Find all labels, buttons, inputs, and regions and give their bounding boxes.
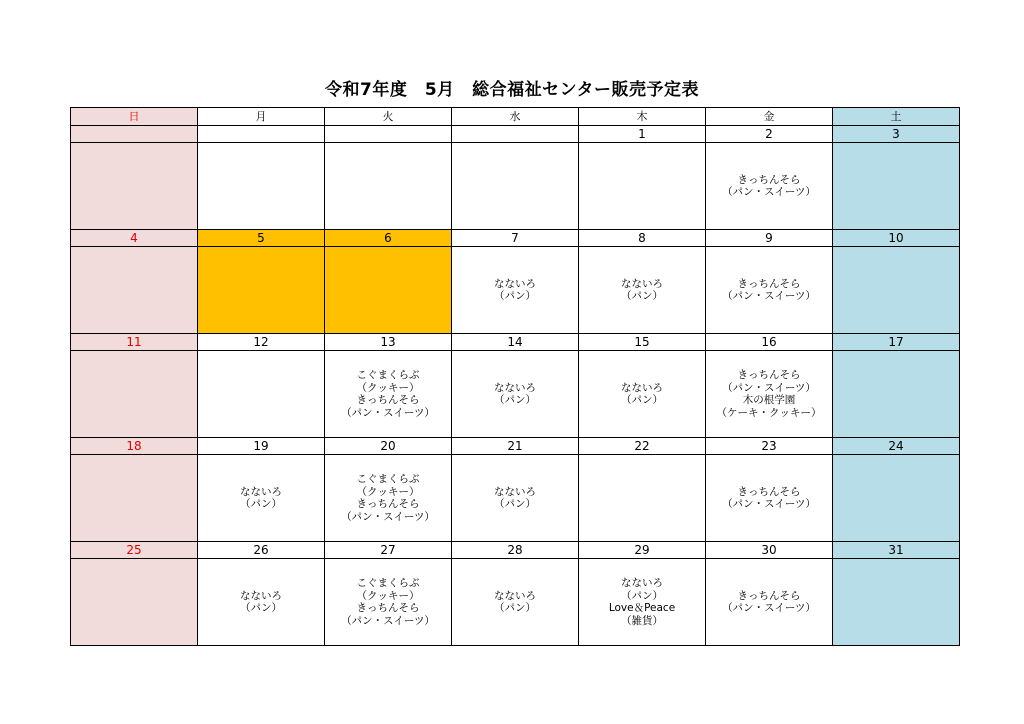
vendor-line: きっちんそら [356,394,420,406]
weekday-friday: 金 [706,108,833,126]
calendar-body [71,108,960,646]
entry-cell [579,559,706,646]
vendor-line: （パン・スイーツ） [722,186,816,198]
entry-cell [833,143,960,230]
vendor-line: （パン・スイーツ） [341,406,435,419]
entry-cell [325,559,452,646]
entry-cell [579,143,706,230]
date-cell: 12 [198,334,325,351]
date-cell: 1 [579,126,706,143]
vendor-line: Love＆Peace [608,602,676,614]
vendor-line: きっちんそら [737,369,801,381]
weekday-thursday: 木 [579,108,706,126]
entry-cell [71,143,198,230]
entry-cell [325,247,452,334]
vendor-line: （パン） [494,602,536,614]
vendor-line: （パン・スイーツ） [722,498,816,510]
vendor-line: なないろ [240,485,282,498]
vendor-line: （パン・スイーツ） [722,290,816,302]
vendor-line: なないろ [621,277,663,290]
date-cell: 3 [833,126,960,143]
entry-cell [706,247,833,334]
entries-row [71,559,960,646]
vendor-line: （パン） [494,290,536,302]
entries-row [71,143,960,230]
vendor-line: なないろ [494,485,536,498]
date-cell: 28 [452,542,579,559]
entry-cell [325,351,452,438]
date-row [71,126,960,143]
entry-cell [579,351,706,438]
entry-cell [579,455,706,542]
vendor-line: （パン） [621,589,663,602]
entry-cell [71,455,198,542]
date-cell: 18 [71,438,198,455]
date-cell [452,126,579,143]
date-cell: 16 [706,334,833,351]
vendor-line: こぐまくらぶ [356,577,420,589]
date-cell: 26 [198,542,325,559]
vendor-line: なないろ [494,277,536,290]
weekday-wednesday: 水 [452,108,579,126]
entry-cell [833,455,960,542]
entry-cell [833,351,960,438]
date-cell: 14 [452,334,579,351]
date-cell: 7 [452,230,579,247]
vendor-line: （雑貨） [621,614,663,627]
vendor-line: （パン・スイーツ） [722,602,816,614]
date-cell: 25 [71,542,198,559]
vendor-line: なないろ [621,577,663,589]
date-cell: 9 [706,230,833,247]
entry-cell [706,559,833,646]
vendor-line: （パン・スイーツ） [722,381,816,394]
page-title: 令和7年度 5月 総合福祉センター販売予定表 [325,80,699,100]
entry-cell [325,143,452,230]
date-cell: 24 [833,438,960,455]
entry-cell [198,559,325,646]
date-cell: 20 [325,438,452,455]
vendor-line: なないろ [240,589,282,602]
vendor-line: （クッキー） [356,485,420,498]
calendar-table [70,107,960,646]
entries-row [71,351,960,438]
vendor-line: （パン） [494,498,536,510]
weekday-monday: 月 [198,108,325,126]
vendor-line: 木の根学園 [742,394,796,406]
vendor-line: こぐまくらぶ [356,473,420,485]
vendor-line: （クッキー） [356,589,420,602]
date-cell: 2 [706,126,833,143]
date-cell: 5 [198,230,325,247]
entry-cell [71,247,198,334]
date-cell: 13 [325,334,452,351]
vendor-line: （パン） [621,290,663,302]
date-row [71,230,960,247]
weekday-tuesday: 火 [325,108,452,126]
vendor-line: （パン） [240,498,282,510]
vendor-line: （クッキー） [356,381,420,394]
weekday-saturday: 土 [833,108,960,126]
entry-cell [198,247,325,334]
vendor-line: なないろ [494,589,536,602]
vendor-line: きっちんそら [356,498,420,510]
entry-cell [325,455,452,542]
vendor-line: なないろ [494,381,536,394]
date-cell: 6 [325,230,452,247]
date-row [71,542,960,559]
date-cell [325,126,452,143]
vendor-line: （パン・スイーツ） [341,614,435,627]
entry-cell [833,247,960,334]
vendor-line: （パン・スイーツ） [341,510,435,523]
entry-cell [452,559,579,646]
date-cell: 10 [833,230,960,247]
vendor-line: こぐまくらぶ [356,369,420,381]
entry-cell [71,559,198,646]
vendor-line: （ケーキ・クッキー） [716,406,822,419]
date-row [71,438,960,455]
date-cell: 4 [71,230,198,247]
entry-cell [452,351,579,438]
vendor-line: （パン） [621,394,663,406]
date-cell: 8 [579,230,706,247]
date-cell: 17 [833,334,960,351]
entry-cell [71,351,198,438]
vendor-line: なないろ [621,381,663,394]
vendor-line: （パン） [240,602,282,614]
date-cell [71,126,198,143]
entry-cell [198,143,325,230]
date-cell [198,126,325,143]
vendor-line: （パン） [494,394,536,406]
entries-row [71,455,960,542]
vendor-line: きっちんそら [356,602,420,614]
entry-cell [579,247,706,334]
vendor-line: きっちんそら [737,589,801,602]
date-cell: 30 [706,542,833,559]
date-cell: 31 [833,542,960,559]
vendor-line: きっちんそら [737,173,801,186]
date-cell: 22 [579,438,706,455]
entries-row [71,247,960,334]
vendor-line: きっちんそら [737,277,801,290]
entry-cell [198,455,325,542]
entry-cell [833,559,960,646]
weekday-sunday: 日 [71,108,198,126]
entry-cell [452,455,579,542]
date-row [71,334,960,351]
date-cell: 21 [452,438,579,455]
date-cell: 23 [706,438,833,455]
entry-cell [452,247,579,334]
date-cell: 19 [198,438,325,455]
date-cell: 29 [579,542,706,559]
date-cell: 15 [579,334,706,351]
entry-cell [706,351,833,438]
entry-cell [198,351,325,438]
date-cell: 27 [325,542,452,559]
vendor-line: きっちんそら [737,485,801,498]
entry-cell [706,143,833,230]
date-cell: 11 [71,334,198,351]
entry-cell [706,455,833,542]
weekday-header-row [71,108,960,126]
entry-cell [452,143,579,230]
